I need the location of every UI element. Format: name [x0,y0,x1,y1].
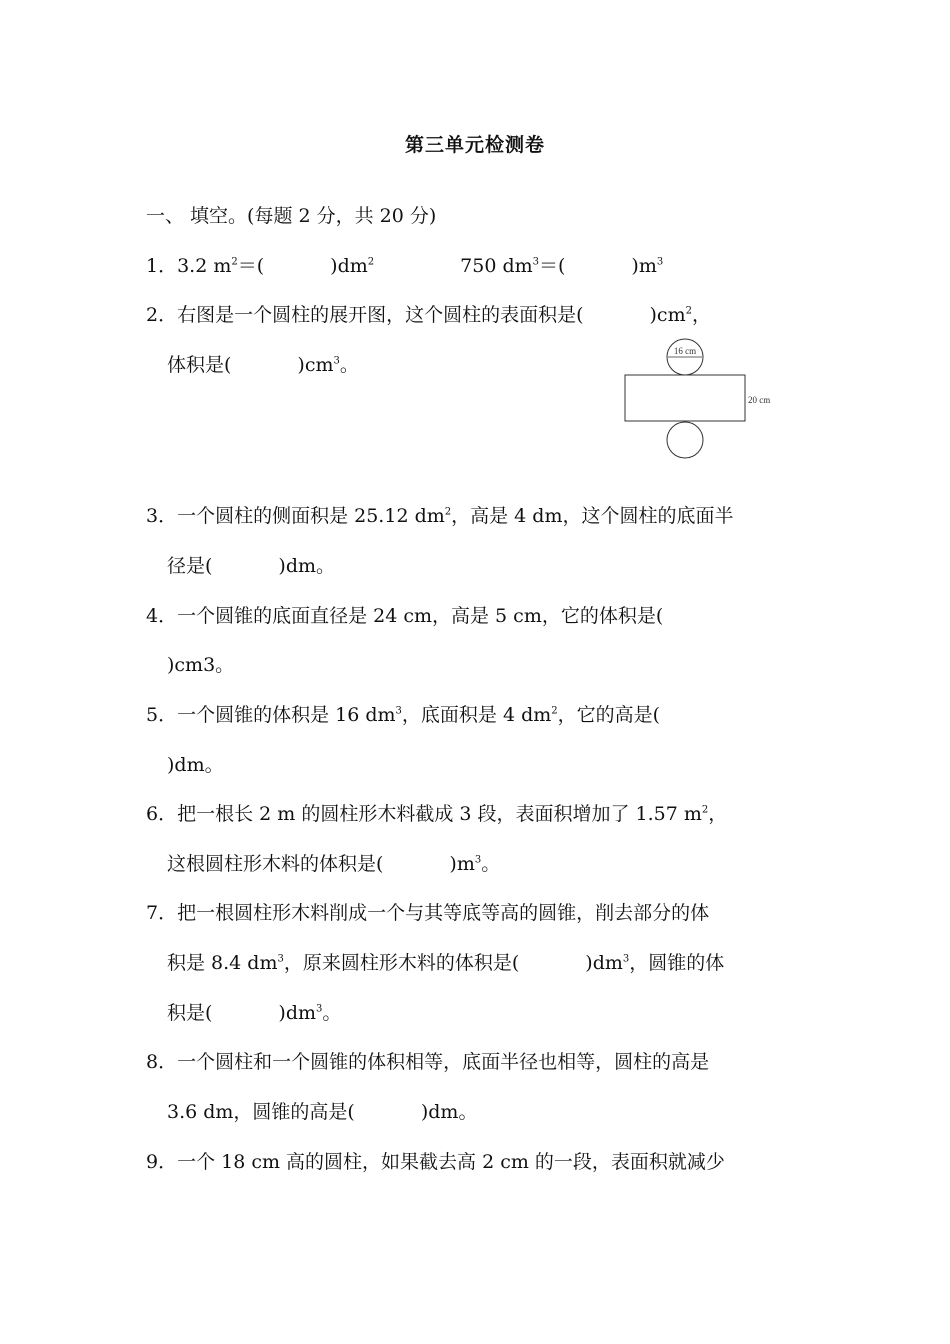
question-1: 1．3.2 $m^2=$( )$dm^2$ 750 $dm^3=$( )$m^3$ [146,255,664,277]
question-5-line-1: 5．一个圆锥的体积是 16 $dm^3$，底面积是 4 $dm^2$，它的高是( [146,704,661,726]
question-5-line-2: )dm。 [167,754,224,776]
question-2-line-2: 体积是( )$cm^3$。 [167,354,359,376]
question-7-line-3: 积是( )$dm^3$。 [167,1002,342,1024]
question-9-line-1: 9．一个 18 cm 高的圆柱，如果截去高 2 cm 的一段，表面积就减少 [146,1151,725,1173]
height-label: 20 cm [748,395,771,405]
question-number: 3． [146,505,178,527]
question-number: 2． [146,304,178,326]
question-4-line-1: 4．一个圆锥的底面直径是 24 cm，高是 5 cm，它的体积是( [146,605,664,627]
diameter-label: 16 cm [673,346,697,356]
question-4-line-2: )cm3。 [167,654,235,676]
question-8-line-1: 8．一个圆柱和一个圆锥的体积相等，底面半径也相等，圆柱的高是 [146,1051,710,1073]
section-heading: 一、 填空。(每题 2 分，共 20 分) [146,205,437,227]
question-number: 7． [146,902,178,924]
question-6-line-1: 6．把一根长 2 m 的圆柱形木料截成 3 段，表面积增加了 1.57 $m^2$， [146,803,728,825]
question-2-line-1: 2．右图是一个圆柱的展开图，这个圆柱的表面积是( )$cm^2$， [146,304,711,326]
question-number: 5． [146,704,178,726]
page-title: 第三单元检测卷 [404,134,545,156]
question-8-line-2: 3.6 dm，圆锥的高是( )dm。 [167,1101,478,1123]
question-3-line-2: 径是( )dm。 [167,555,336,577]
question-3-line-1: 3．一个圆柱的侧面积是 25.12 $dm^2$，高是 4 dm，这个圆柱的底面半 [146,505,734,527]
question-7-line-1: 7．把一根圆柱形木料削成一个与其等底等高的圆锥，削去部分的体 [146,902,710,924]
question-number: 8． [146,1051,178,1073]
side-rectangle [625,375,745,421]
question-number: 4． [146,605,178,627]
question-number: 1． [146,255,178,277]
question-number: 6． [146,803,178,825]
question-6-line-2: 这根圆柱形木料的体积是( )$m^3$。 [167,853,501,875]
question-number: 9． [146,1151,178,1173]
cylinder-net-figure [620,336,800,464]
bottom-circle [667,422,703,458]
question-7-line-2: 积是 8.4 $dm^3$，原来圆柱形木料的体积是( )$dm^3$，圆锥的体 [167,952,725,974]
